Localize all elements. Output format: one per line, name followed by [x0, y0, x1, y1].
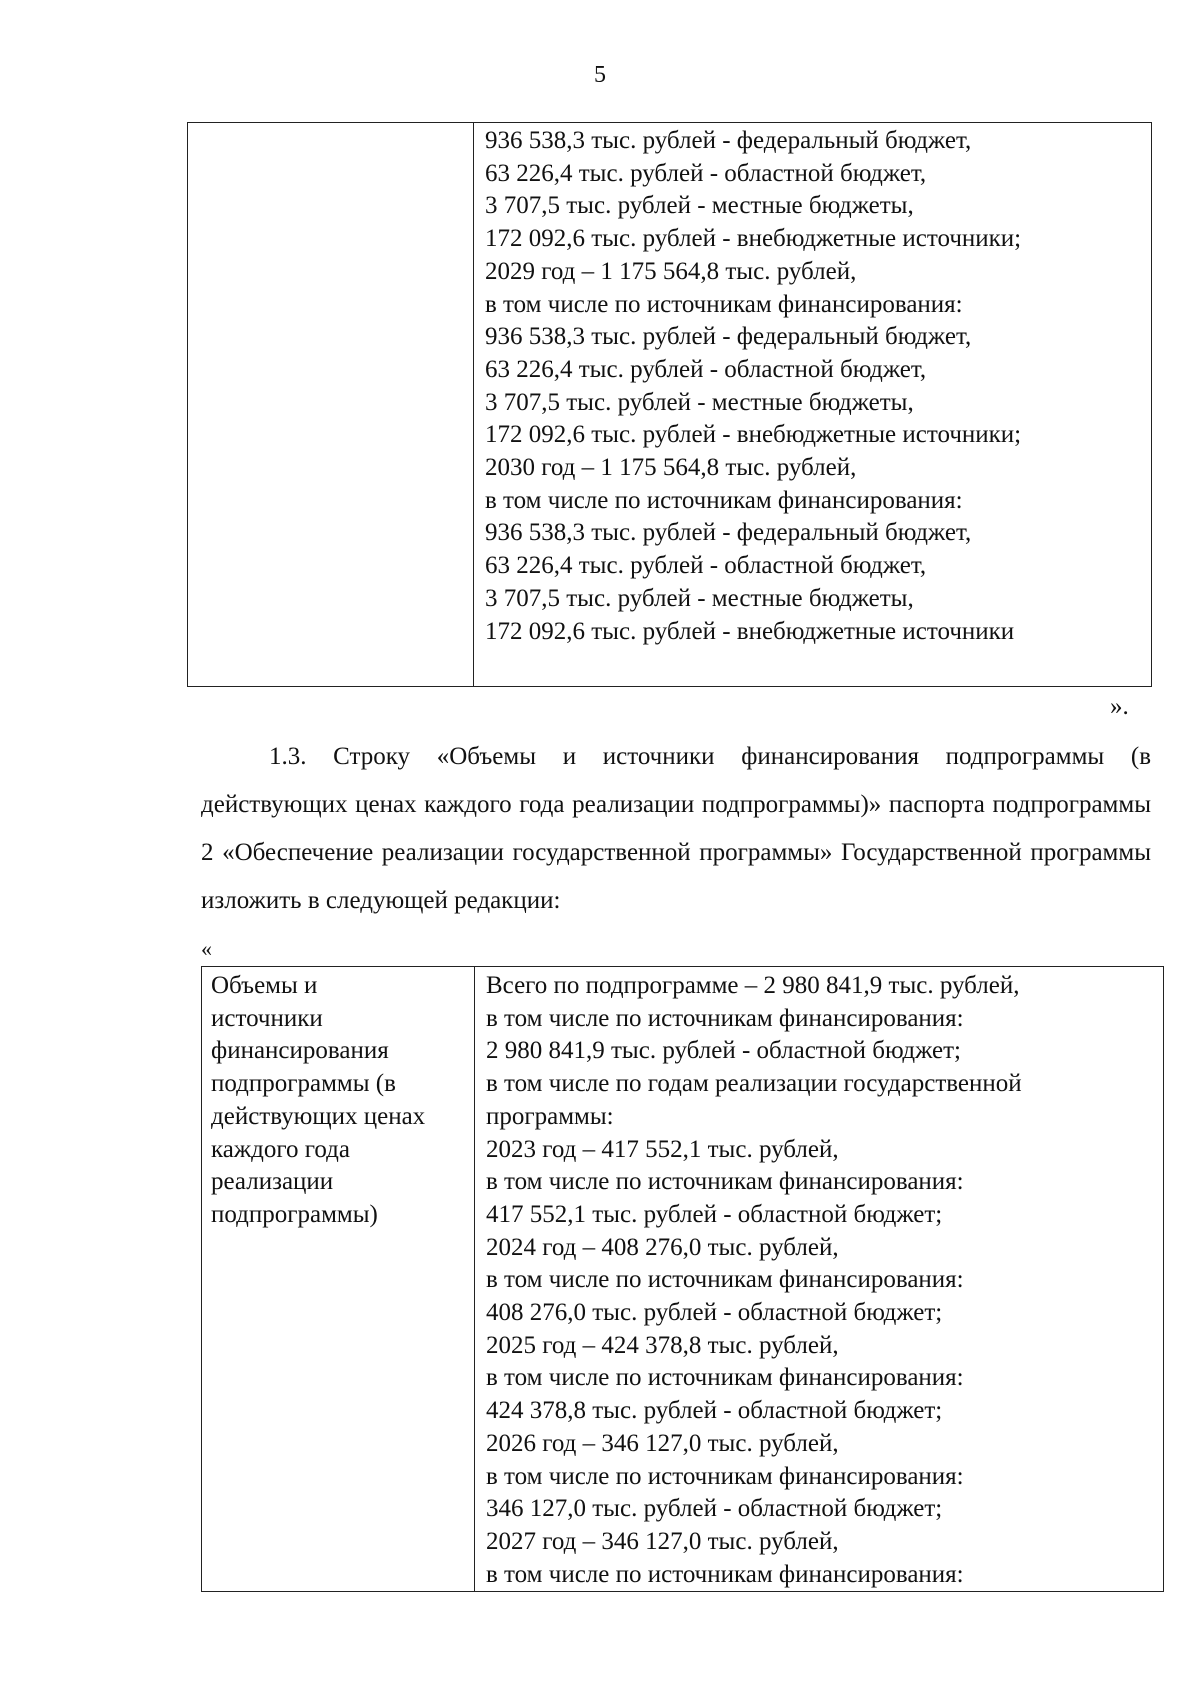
table2-right-line: 2 980 841,9 тыс. рублей - областной бюджет;: [486, 1037, 961, 1065]
table2-left-line: Объемы и: [211, 972, 318, 999]
table2-right-line: Всего по подпрограмме – 2 980 841,9 тыс. рублей,: [486, 972, 1020, 999]
financing-table-continued: [187, 122, 1152, 687]
table2-left-line: действующих ценах: [211, 1102, 426, 1130]
table2-right-line: в том числе по источникам финансирования:: [486, 1004, 964, 1032]
table2-left-line: подпрограммы): [211, 1200, 378, 1228]
table1-line: 936 538,3 тыс. рублей - федеральный бюджет,: [485, 323, 972, 351]
table1-line: 63 226,4 тыс. рублей - областной бюджет,: [485, 355, 927, 383]
table2-left-line: подпрограммы (в: [211, 1070, 396, 1098]
table1-line: 3 707,5 тыс. рублей - местные бюджеты,: [485, 388, 914, 416]
table2-left-line: источники: [211, 1004, 323, 1032]
table1-right-cell: [474, 123, 1152, 687]
table2-right-line: 424 378,8 тыс. рублей - областной бюджет;: [486, 1397, 943, 1425]
table1-line: 936 538,3 тыс. рублей - федеральный бюджет,: [485, 127, 972, 154]
table1-line: 63 226,4 тыс. рублей - областной бюджет,: [485, 159, 927, 187]
paragraph-text: 1.3. Строку «Объемы и источники финансирования подпрограммы (в действующих ценах каждого года реализации подпрограммы)» паспорта подпрограммы 2 «Обеспечение реализации государственной программы» Государственной программы изложить в следующей редакции:: [201, 743, 1151, 914]
table2-right-cell: [475, 967, 1164, 1592]
table1-line: 172 092,6 тыс. рублей - внебюджетные источники: [485, 617, 1015, 645]
closing-quote: ».: [1110, 693, 1129, 720]
table1-line: 936 538,3 тыс. рублей - федеральный бюджет,: [485, 519, 972, 547]
table1-line: в том числе по источникам финансирования:: [485, 486, 963, 514]
table1-left-cell: [188, 123, 474, 687]
table2-right-line: в том числе по источникам финансирования:: [486, 1364, 964, 1392]
page-number: 5: [594, 62, 606, 88]
table2-right-line: 2027 год – 346 127,0 тыс. рублей,: [486, 1527, 839, 1555]
table2-right-line: 2025 год – 424 378,8 тыс. рублей,: [486, 1331, 839, 1359]
table1-line: 3 707,5 тыс. рублей - местные бюджеты,: [485, 584, 914, 612]
table1-line: 2029 год – 1 175 564,8 тыс. рублей,: [485, 257, 857, 285]
table2-right-line: программы:: [486, 1102, 614, 1130]
table2-right-line: в том числе по источникам финансирования:: [486, 1462, 964, 1490]
table1-line: 63 226,4 тыс. рублей - областной бюджет,: [485, 552, 927, 580]
table1-line: в том числе по источникам финансирования:: [485, 290, 963, 318]
table2-right-line: в том числе по источникам финансирования:: [486, 1168, 964, 1196]
table2-right-line: в том числе по источникам финансирования:: [486, 1560, 964, 1588]
table1-line: 2030 год – 1 175 564,8 тыс. рублей,: [485, 454, 857, 482]
table2-right-line: 417 552,1 тыс. рублей - областной бюджет;: [486, 1200, 943, 1228]
table2-left-line: каждого года: [211, 1135, 350, 1163]
table2-right-line: 408 276,0 тыс. рублей - областной бюджет;: [486, 1299, 943, 1327]
table2-left-line: финансирования: [211, 1037, 389, 1065]
table2-left-cell: [202, 967, 475, 1592]
table2-right-line: 2024 год – 408 276,0 тыс. рублей,: [486, 1233, 839, 1261]
table2-right-line: в том числе по источникам финансирования:: [486, 1266, 964, 1294]
amendment-paragraph: [201, 733, 1151, 925]
financing-table-subprogram-2: [201, 966, 1164, 1592]
table2-left-line: реализации: [211, 1168, 334, 1196]
table1-line: 172 092,6 тыс. рублей - внебюджетные источники;: [485, 421, 1022, 449]
table1-line: 172 092,6 тыс. рублей - внебюджетные источники;: [485, 225, 1022, 253]
table2-right-line: 2026 год – 346 127,0 тыс. рублей,: [486, 1429, 839, 1457]
table2-right-line: 346 127,0 тыс. рублей - областной бюджет;: [486, 1495, 943, 1523]
table2-right-line: 2023 год – 417 552,1 тыс. рублей,: [486, 1135, 839, 1163]
table1-line: 3 707,5 тыс. рублей - местные бюджеты,: [485, 192, 914, 220]
table2-right-line: в том числе по годам реализации государственной: [486, 1070, 1022, 1098]
opening-quote: «: [201, 936, 212, 961]
